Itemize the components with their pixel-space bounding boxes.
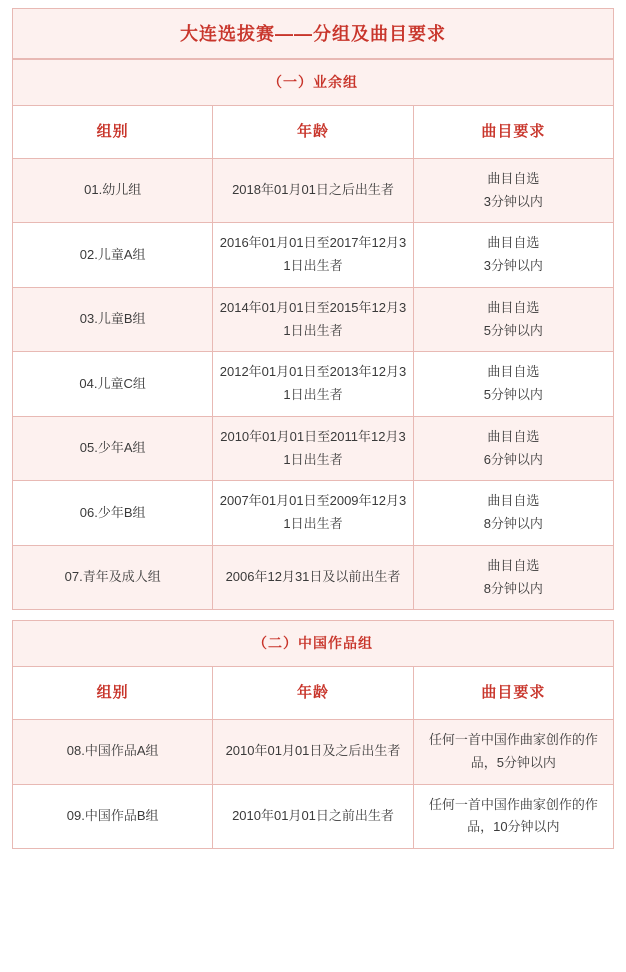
column-header-requirement: 曲目要求	[413, 105, 613, 158]
requirement-line: 3分钟以内	[483, 258, 543, 273]
requirement-line: 曲目自选	[487, 428, 540, 444]
cell-group: 08.中国作品A组	[13, 720, 213, 785]
cell-age: 2010年01月01日及之后出生者	[213, 720, 413, 785]
column-header-group: 组别	[13, 105, 213, 158]
cell-group: 02.儿童A组	[13, 223, 213, 288]
table-row	[13, 545, 614, 610]
table-chinese-works-group	[12, 620, 614, 849]
column-header-requirement: 曲目要求	[413, 666, 613, 719]
section-subtitle: （二）中国作品组	[13, 621, 614, 667]
requirement-line: 曲目自选	[487, 557, 540, 573]
cell-group: 06.少年B组	[13, 481, 213, 546]
cell-age: 2007年01月01日至2009年12月31日出生者	[213, 481, 413, 546]
requirement-line: 8分钟以内	[483, 516, 543, 531]
requirement-line: 曲目自选	[487, 235, 540, 251]
table-row	[13, 720, 614, 785]
column-header-age: 年龄	[213, 105, 413, 158]
requirement-line: 曲目自选	[487, 493, 540, 509]
cell-requirement	[413, 352, 613, 417]
column-header-row	[13, 666, 614, 719]
table-row	[13, 287, 614, 352]
cell-group: 07.青年及成人组	[13, 545, 213, 610]
table-row	[13, 158, 614, 223]
requirement-line: 曲目自选	[487, 299, 540, 315]
table-row	[13, 481, 614, 546]
table-row	[13, 352, 614, 417]
cell-requirement	[413, 223, 613, 288]
cell-age: 2014年01月01日至2015年12月31日出生者	[213, 287, 413, 352]
section-subheader-row	[13, 60, 614, 106]
cell-group: 01.幼儿组	[13, 158, 213, 223]
cell-age: 2010年01月01日至2011年12月31日出生者	[213, 416, 413, 481]
requirement-line: 8分钟以内	[483, 580, 543, 596]
requirement-line: 5分钟以内	[483, 387, 543, 402]
cell-requirement	[413, 287, 613, 352]
column-header-age: 年龄	[213, 666, 413, 719]
page-title: 大连选拔赛——分组及曲目要求	[12, 8, 614, 59]
table-amateur-group	[12, 59, 614, 610]
table-row	[13, 223, 614, 288]
cell-group: 05.少年A组	[13, 416, 213, 481]
cell-group: 04.儿童C组	[13, 352, 213, 417]
cell-age: 2016年01月01日至2017年12月31日出生者	[213, 223, 413, 288]
section-subheader-row	[13, 621, 614, 667]
cell-group: 03.儿童B组	[13, 287, 213, 352]
requirement-line: 曲目自选	[487, 170, 540, 186]
column-header-group: 组别	[13, 666, 213, 719]
requirement-line: 5分钟以内	[483, 322, 543, 338]
cell-requirement	[413, 416, 613, 481]
cell-requirement	[413, 481, 613, 546]
cell-age: 2018年01月01日之后出生者	[213, 158, 413, 223]
cell-age: 2006年12月31日及以前出生者	[213, 545, 413, 610]
cell-age: 2012年01月01日至2013年12月31日出生者	[213, 352, 413, 417]
requirement-line: 曲目自选	[487, 364, 540, 380]
cell-group: 09.中国作品B组	[13, 784, 213, 849]
requirement-line: 6分钟以内	[483, 451, 543, 467]
section-divider	[12, 610, 614, 620]
cell-requirement: 任何一首中国作曲家创作的作品，5分钟以内	[413, 720, 613, 785]
column-header-row	[13, 105, 614, 158]
section-subtitle: （一）业余组	[13, 60, 614, 106]
cell-requirement	[413, 158, 613, 223]
cell-requirement: 任何一首中国作曲家创作的作品，10分钟以内	[413, 784, 613, 849]
cell-age: 2010年01月01日之前出生者	[213, 784, 413, 849]
table-row	[13, 416, 614, 481]
cell-requirement	[413, 545, 613, 610]
requirement-line: 3分钟以内	[483, 193, 543, 209]
table-row	[13, 784, 614, 849]
